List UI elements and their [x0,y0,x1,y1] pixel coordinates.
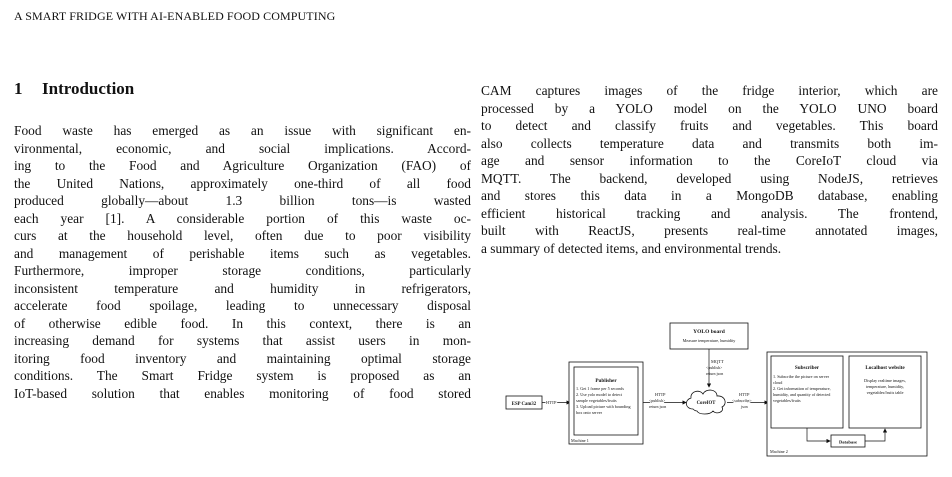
yolo-board-box [670,323,748,349]
text-line: of otherwise edible food. In this context, there is an [14,315,471,331]
subscriber-line: 1. Subscribe the picture on server [773,374,830,379]
section-title: Introduction [42,79,135,98]
subscriber-line: 2. Get information of temperature, [773,386,831,391]
text-line: a summary of detected items, and environmental trends. [481,240,782,256]
running-head: A SMART FRIDGE WITH AI-ENABLED FOOD COMPUTING [14,9,336,23]
publisher-title: Publisher [595,378,617,384]
architecture-diagram [503,316,933,459]
publisher-line: box onto server [576,410,603,415]
text-line: curs at the household level, often due to poor visibility [14,228,471,243]
text-line: produced globally—about 1.3 billion tons—is wasted [14,193,471,208]
text-line: increasing demand for systems that assist users in mon- [14,333,471,348]
http-publish: <publish> [649,398,666,403]
mqtt-publish: <publish> [706,365,723,370]
localhost-line: vegetables/fruits table [866,390,904,395]
yolo-board-title: YOLO board [693,329,725,335]
text-line: inconsistent temperature and humidity in refrigerators, [14,280,471,296]
http-return: return json [649,404,667,409]
localhost-title: Localhost website [865,365,905,371]
text-line: Food waste has emerged as an issue with significant en- [14,123,471,138]
left-column-text [14,122,471,402]
text-line: itoring food inventory and maintaining optimal storage [14,350,471,366]
text-line: accelerate food spoilage, leading to unnecessary disposal [14,298,471,313]
http-json: json [741,404,748,409]
section-number: 1 [14,79,23,98]
http-label-1: HTTP [546,400,557,405]
publisher-line: sample vegetables/fruits [576,398,617,403]
text-line: age and sensor information to the CoreIoT cloud via [481,153,938,168]
text-line: efficient historical tracking and analysis. The frontend, [481,205,938,221]
database-label: Database [838,439,858,445]
text-line: MQTT. The backend, developed using NodeJS, retrieves [481,170,938,186]
subscriber-line: cloud [773,380,783,385]
text-line: and management of perishable items such as vegetables. [14,245,471,261]
machine1-label: Machine 1 [571,438,589,443]
subscriber-line: humidity, and quantity of detected [773,392,831,397]
section-heading [14,79,134,99]
subscriber-title: Subscriber [794,365,820,371]
text-line: conditions. The Smart Fridge system is proposed as an [14,368,471,383]
yolo-board-subtitle: Measure temperature, humidity [682,338,736,343]
publisher-line: 2. Use yolo model to detect [576,392,623,397]
right-column-text [481,82,938,257]
text-line: and stores this data in a MongoDB database, enabling [481,188,938,203]
mqtt-return: return json [706,371,724,376]
text-line: to detect and classify fruits and vegetables. This board [481,118,938,133]
coreiot-label: CoreIOT [696,401,716,406]
http-subscribe: <subscribe> [732,398,752,403]
publisher-line: 1. Get 1 frame per 5 seconds [576,386,625,391]
http-label-3: HTTP [739,392,750,397]
publisher-line: 3. Upload picture with bounding [576,404,631,409]
text-line: IoT-based solution that enables monitoring of food stored [14,385,471,401]
system-architecture-figure [503,316,933,459]
subscriber-line: vegetables/fruits [773,398,801,403]
machine2-label: Machine 2 [770,449,788,454]
localhost-line: Display realtime images, [864,378,906,383]
text-line: ing to the Food and Agriculture Organization (FAO) of [14,158,471,173]
http-label-2: HTTP [655,392,666,397]
text-line: processed by a YOLO model on the YOLO UNO board [481,100,938,116]
text-line: the United Nations, approximately one-third of all food [14,175,471,191]
text-line: Furthermore, improper storage conditions, particularly [14,263,471,278]
mqtt-label: MQTT [711,359,724,364]
text-line: built with ReactJS, presents real-time annotated images, [481,223,938,238]
esp-cam-label: ESP Cam32 [511,402,537,407]
text-line: each year [1]. A considerable portion of this waste oc- [14,210,471,226]
text-line: CAM captures images of the fridge interior, which are [481,83,938,98]
text-line: vironmental, economic, and social implications. Accord- [14,140,471,156]
localhost-line: temperature, humidity, [866,384,904,389]
text-line: also collects temperature data and transmits both im- [481,135,938,151]
